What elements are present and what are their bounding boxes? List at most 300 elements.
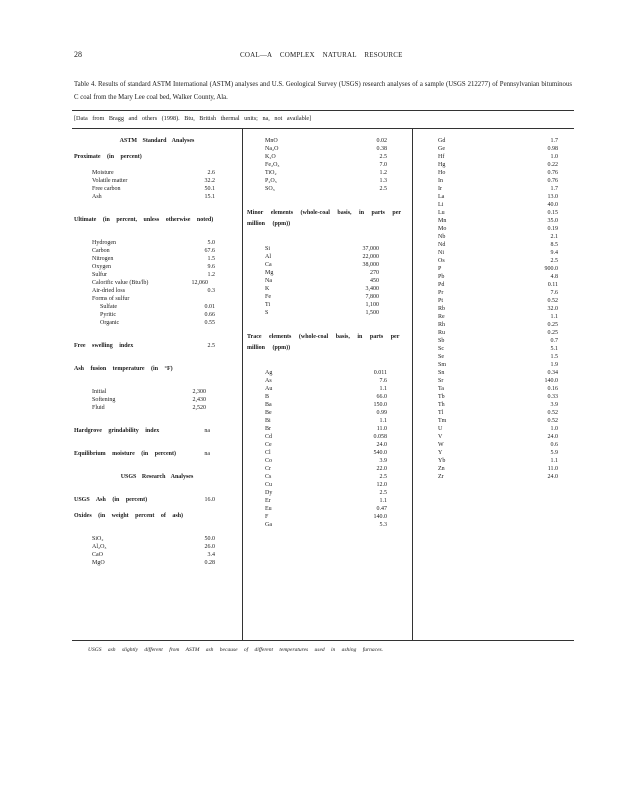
column-divider-1	[242, 128, 243, 640]
table-row	[416, 353, 572, 361]
table-row	[416, 361, 572, 369]
row-value: 450	[370, 278, 379, 284]
row-value: 0.6	[550, 442, 558, 448]
table-row	[416, 185, 572, 193]
table-row	[247, 269, 409, 277]
row-value: 150.0	[373, 402, 387, 408]
row-value: 1,100	[365, 302, 379, 308]
equilibrium-row	[74, 450, 240, 458]
row-value: 2.6	[207, 170, 215, 176]
table-row	[416, 233, 572, 241]
row-value: 0.55	[204, 320, 215, 326]
row-label: Mo	[438, 226, 447, 232]
table-row	[247, 285, 409, 293]
row-label: Mn	[438, 218, 447, 224]
row-value: 1.0	[550, 154, 558, 160]
free-swelling-label: Free swelling index	[74, 343, 134, 349]
usgs-ash-row	[74, 496, 240, 504]
row-value: 15.1	[204, 194, 215, 200]
row-value: 1.1	[379, 498, 387, 504]
ash-fusion-rows	[74, 388, 240, 412]
row-label: Bi	[265, 418, 271, 424]
row-label: TiO₂	[265, 170, 277, 176]
row-value: 0.99	[376, 410, 387, 416]
row-label: Volatile matter	[92, 178, 128, 184]
row-label: CaO	[92, 552, 103, 558]
row-value: 1.2	[379, 170, 387, 176]
table-row	[74, 559, 240, 567]
table-row	[247, 505, 409, 513]
table-row	[74, 193, 240, 201]
row-value: 0.25	[547, 330, 558, 336]
row-label: MnO	[265, 138, 278, 144]
row-label: P	[438, 266, 442, 272]
row-value: 1.0	[550, 426, 558, 432]
table-row	[247, 301, 409, 309]
row-label: Pt	[438, 298, 444, 304]
table-row	[247, 497, 409, 505]
row-label: Fe₂O₃	[265, 162, 280, 168]
row-value: 5.9	[550, 450, 558, 456]
table-row	[416, 297, 572, 305]
row-label: Organic	[100, 320, 120, 326]
trace-elements-heading: Trace elements (whole-coal basis, in parts per million (ppm))	[247, 334, 400, 351]
row-label: W	[438, 442, 444, 448]
row-value: 0.11	[547, 282, 558, 288]
row-value: 35.0	[547, 218, 558, 224]
row-value: 1.1	[379, 418, 387, 424]
table-row	[74, 247, 240, 255]
row-label: Cl	[265, 450, 271, 456]
row-label: F	[265, 514, 269, 520]
row-value: 4.8	[550, 274, 558, 280]
row-value: 3.9	[550, 402, 558, 408]
row-value: 5.0	[207, 240, 215, 246]
row-value: 0.34	[547, 370, 558, 376]
table-row	[416, 217, 572, 225]
row-value: 1.2	[207, 272, 215, 278]
row-label: Pd	[438, 282, 445, 288]
row-label: K	[265, 286, 270, 292]
row-value: 900.0	[544, 266, 558, 272]
table-row	[247, 369, 409, 377]
row-value: 66.0	[376, 394, 387, 400]
row-label: Hf	[438, 154, 445, 160]
row-label: Mg	[265, 270, 274, 276]
row-value: 0.47	[376, 506, 387, 512]
minor-elements-heading: Minor elements (whole-coal basis, in parts per million (ppm))	[247, 210, 401, 227]
row-label: Calorific value (Btu/lb)	[92, 280, 149, 286]
row-label: V	[438, 434, 443, 440]
row-label: Na₂O	[265, 146, 279, 152]
row-label: SO₃	[265, 186, 275, 192]
row-label: Th	[438, 402, 445, 408]
row-label: Sb	[438, 338, 445, 344]
table-row	[416, 321, 572, 329]
table-row	[416, 209, 572, 217]
row-value: 7.6	[379, 378, 387, 384]
row-value: 2,300	[192, 389, 206, 395]
equilibrium-value: na	[204, 451, 210, 457]
row-label: Br	[265, 426, 271, 432]
row-value: 2.5	[379, 186, 387, 192]
oxides-continued-rows	[247, 137, 409, 193]
table-row	[74, 263, 240, 271]
running-head: COAL—A COMPLEX NATURAL RESOURCE	[240, 51, 403, 59]
row-label: Pyritic	[100, 312, 116, 318]
row-label: Sulfate	[100, 304, 117, 310]
trace-elements-continued-rows	[416, 137, 572, 481]
row-label: Sn	[438, 370, 445, 376]
row-label: Free carbon	[92, 186, 121, 192]
table-row	[247, 177, 409, 185]
row-label: Ca	[265, 262, 272, 268]
row-label: Eu	[265, 506, 272, 512]
row-label: Fluid	[92, 405, 105, 411]
table-row	[416, 409, 572, 417]
table-row	[247, 261, 409, 269]
page-number: 28	[74, 50, 82, 59]
row-label: Au	[265, 386, 273, 392]
row-value: 0.3	[207, 288, 215, 294]
row-label: Er	[265, 498, 271, 504]
row-value: 0.02	[376, 138, 387, 144]
hardgrove-label: Hardgrove grindability index	[74, 428, 160, 434]
table-row	[74, 287, 240, 295]
row-value: 67.6	[204, 248, 215, 254]
table-row	[74, 319, 240, 327]
row-value: 2.5	[379, 474, 387, 480]
ash-fusion-heading: Ash fusion temperature (in °F)	[74, 366, 173, 372]
row-label: Oxygen	[92, 264, 111, 270]
row-label: Air-dried loss	[92, 288, 126, 294]
table-row	[416, 153, 572, 161]
table-row	[416, 369, 572, 377]
row-value: 0.01	[204, 304, 215, 310]
row-label: Carbon	[92, 248, 110, 254]
row-value: 11.0	[547, 466, 558, 472]
row-value: 0.7	[550, 338, 558, 344]
table-row	[247, 481, 409, 489]
row-value: 5.1	[550, 346, 558, 352]
trace-elements-rows	[247, 369, 409, 529]
table-row	[416, 201, 572, 209]
row-value: 0.76	[547, 178, 558, 184]
row-value: 1.1	[379, 386, 387, 392]
row-label: Ta	[438, 386, 444, 392]
table-row	[247, 457, 409, 465]
usgs-ash-label: USGS Ash (in percent)	[74, 497, 148, 503]
table-row	[416, 441, 572, 449]
row-value: 0.25	[547, 322, 558, 328]
minor-elements-rows	[247, 245, 409, 317]
table-row	[247, 137, 409, 145]
row-label: Zn	[438, 466, 445, 472]
row-value: 0.76	[547, 170, 558, 176]
row-label: Pr	[438, 290, 444, 296]
row-label: Sm	[438, 362, 447, 368]
row-label: As	[265, 378, 272, 384]
row-label: Dy	[265, 490, 273, 496]
table-row	[416, 273, 572, 281]
table-row	[416, 425, 572, 433]
table-row	[416, 161, 572, 169]
table-row	[247, 393, 409, 401]
row-label: Ni	[438, 250, 444, 256]
row-value: 8.5	[550, 242, 558, 248]
row-label: In	[438, 178, 443, 184]
row-value: 0.19	[547, 226, 558, 232]
row-label: Al₂O₃	[92, 544, 107, 550]
row-value: 0.22	[547, 162, 558, 168]
table-row	[247, 161, 409, 169]
row-label: Y	[438, 450, 443, 456]
table-source-note: [Data from Bragg and others (1998). Btu, British thermal units; na, not available]	[74, 115, 312, 122]
row-label: Al	[265, 254, 271, 260]
table-row	[416, 225, 572, 233]
table-row	[416, 393, 572, 401]
table-row	[247, 385, 409, 393]
oxides-rows	[74, 535, 240, 567]
row-value: 9.4	[550, 250, 558, 256]
table-row	[416, 281, 572, 289]
proximate-rows	[74, 169, 240, 201]
row-label: Pb	[438, 274, 445, 280]
hardgrove-value: na	[204, 428, 210, 434]
table-row	[74, 255, 240, 263]
table-row	[74, 279, 240, 287]
row-label: Re	[438, 314, 445, 320]
table-row	[247, 433, 409, 441]
table-row	[247, 309, 409, 317]
row-value: 0.52	[547, 410, 558, 416]
row-label: Yb	[438, 458, 446, 464]
table-row	[74, 404, 240, 412]
table-row	[247, 145, 409, 153]
row-value: 0.16	[547, 386, 558, 392]
row-value: 9.6	[207, 264, 215, 270]
row-value: 140.0	[544, 378, 558, 384]
row-label: Li	[438, 202, 444, 208]
row-label: Zr	[438, 474, 444, 480]
row-value: 3.9	[379, 458, 387, 464]
row-label: Si	[265, 246, 271, 252]
table-row	[247, 449, 409, 457]
row-value: 12,060	[191, 280, 208, 286]
table-row	[416, 417, 572, 425]
row-value: 5.3	[379, 522, 387, 528]
row-value: 2,520	[192, 405, 206, 411]
row-value: 3.4	[207, 552, 215, 558]
row-label: Gd	[438, 138, 446, 144]
table-row	[74, 303, 240, 311]
table-row	[247, 153, 409, 161]
row-label: Lu	[438, 210, 445, 216]
table-row	[416, 377, 572, 385]
row-value: 140.0	[373, 514, 387, 520]
free-swelling-row	[74, 342, 240, 350]
table-row	[247, 377, 409, 385]
row-label: Nitrogen	[92, 256, 114, 262]
table-row	[74, 177, 240, 185]
row-value: 0.38	[376, 146, 387, 152]
row-value: 1.7	[550, 186, 558, 192]
table-row	[74, 295, 240, 303]
ultimate-rows	[74, 239, 240, 327]
row-label: Ru	[438, 330, 446, 336]
table-row	[247, 277, 409, 285]
free-swelling-value: 2.5	[207, 343, 215, 349]
table-bottom-rule	[72, 640, 574, 641]
table-row	[416, 457, 572, 465]
table-row	[247, 513, 409, 521]
table-row	[247, 473, 409, 481]
row-label: Sr	[438, 378, 444, 384]
row-label: Sc	[438, 346, 444, 352]
table-row	[247, 245, 409, 253]
row-label: Moisture	[92, 170, 114, 176]
row-value: 12.0	[376, 482, 387, 488]
table-row	[247, 417, 409, 425]
table-row	[247, 425, 409, 433]
row-value: 1.3	[379, 178, 387, 184]
row-label: Ag	[265, 370, 273, 376]
table-row	[416, 241, 572, 249]
table-row	[74, 239, 240, 247]
row-value: 24.0	[376, 442, 387, 448]
row-value: 0.52	[547, 298, 558, 304]
oxides-heading: Oxides (in weight percent of ash)	[74, 513, 184, 519]
table-row	[416, 177, 572, 185]
row-value: 7.0	[379, 162, 387, 168]
usgs-header: USGS Research Analyses	[120, 474, 194, 480]
row-value: 0.33	[547, 394, 558, 400]
ultimate-heading: Ultimate (in percent, unless otherwise noted)	[74, 217, 214, 223]
row-label: Ba	[265, 402, 272, 408]
row-label: Cr	[265, 466, 271, 472]
row-label: Tm	[438, 418, 447, 424]
row-value: 2.1	[550, 234, 558, 240]
row-label: Se	[438, 354, 444, 360]
table-row	[416, 169, 572, 177]
table-row	[416, 329, 572, 337]
row-label: Hydrogen	[92, 240, 116, 246]
table-row	[247, 465, 409, 473]
table-row	[74, 311, 240, 319]
table-row	[416, 401, 572, 409]
row-value: 1.9	[550, 362, 558, 368]
hardgrove-row	[74, 427, 240, 435]
row-label: Cd	[265, 434, 273, 440]
row-value: 540.0	[373, 450, 387, 456]
table-top-rule	[72, 110, 574, 111]
table-column-2	[247, 137, 409, 529]
row-value: 38,000	[362, 262, 379, 268]
row-label: P₂O₅	[265, 178, 277, 184]
row-value: 1,500	[365, 310, 379, 316]
row-label: S	[265, 310, 269, 316]
row-label: MgO	[92, 560, 105, 566]
row-label: Cu	[265, 482, 273, 488]
row-value: 1.5	[207, 256, 215, 262]
table-column-1	[74, 137, 240, 567]
table-row	[416, 265, 572, 273]
table-row	[247, 401, 409, 409]
row-value: 7.6	[550, 290, 558, 296]
row-label: Rb	[438, 306, 446, 312]
row-value: 1.1	[550, 314, 558, 320]
row-value: 50.0	[204, 536, 215, 542]
row-label: Ti	[265, 302, 271, 308]
table-column-3	[416, 137, 572, 481]
table-row	[247, 185, 409, 193]
row-label: Be	[265, 410, 272, 416]
row-value: 0.058	[373, 434, 387, 440]
row-value: 0.011	[373, 370, 387, 376]
row-value: 13.0	[547, 194, 558, 200]
row-value: 1.7	[550, 138, 558, 144]
row-value: 0.98	[547, 146, 558, 152]
row-label: U	[438, 426, 443, 432]
row-value: 26.0	[204, 544, 215, 550]
table-row	[416, 249, 572, 257]
row-label: Tl	[438, 410, 444, 416]
row-label: Rh	[438, 322, 446, 328]
table-row	[416, 449, 572, 457]
row-label: B	[265, 394, 270, 400]
row-label: Forms of sulfur	[92, 296, 130, 302]
table-row	[416, 433, 572, 441]
table-row	[416, 145, 572, 153]
row-value: 2,430	[192, 397, 206, 403]
table-row	[416, 193, 572, 201]
row-label: Ge	[438, 146, 445, 152]
row-label: Sulfur	[92, 272, 107, 278]
table-footnote: USGS ash slightly different from ASTM ash because of different temperatures used in ashing furnaces.	[88, 647, 384, 653]
table-row	[416, 313, 572, 321]
table-row	[416, 473, 572, 481]
row-value: 11.0	[376, 426, 387, 432]
table-row	[416, 385, 572, 393]
row-value: 3,400	[365, 286, 379, 292]
row-value: 32.2	[204, 178, 215, 184]
table-row	[74, 388, 240, 396]
table-row	[416, 465, 572, 473]
row-value: 1.1	[550, 458, 558, 464]
row-value: 40.0	[547, 202, 558, 208]
row-label: Ga	[265, 522, 272, 528]
row-label: La	[438, 194, 445, 200]
row-label: Na	[265, 278, 272, 284]
row-value: 2.5	[550, 258, 558, 264]
table-row	[247, 169, 409, 177]
table-row	[416, 305, 572, 313]
row-value: 32.0	[547, 306, 558, 312]
row-value: 2.5	[379, 154, 387, 160]
table-row	[247, 409, 409, 417]
table-row	[74, 169, 240, 177]
table-row	[247, 441, 409, 449]
row-label: Nd	[438, 242, 446, 248]
row-value: 22,000	[362, 254, 379, 260]
row-value: 37,000	[362, 246, 379, 252]
column-divider-2	[412, 128, 413, 640]
table-row	[416, 289, 572, 297]
row-label: Nb	[438, 234, 446, 240]
row-value: 50.1	[204, 186, 215, 192]
proximate-heading: Proximate (in percent)	[74, 154, 142, 160]
table-row	[74, 271, 240, 279]
